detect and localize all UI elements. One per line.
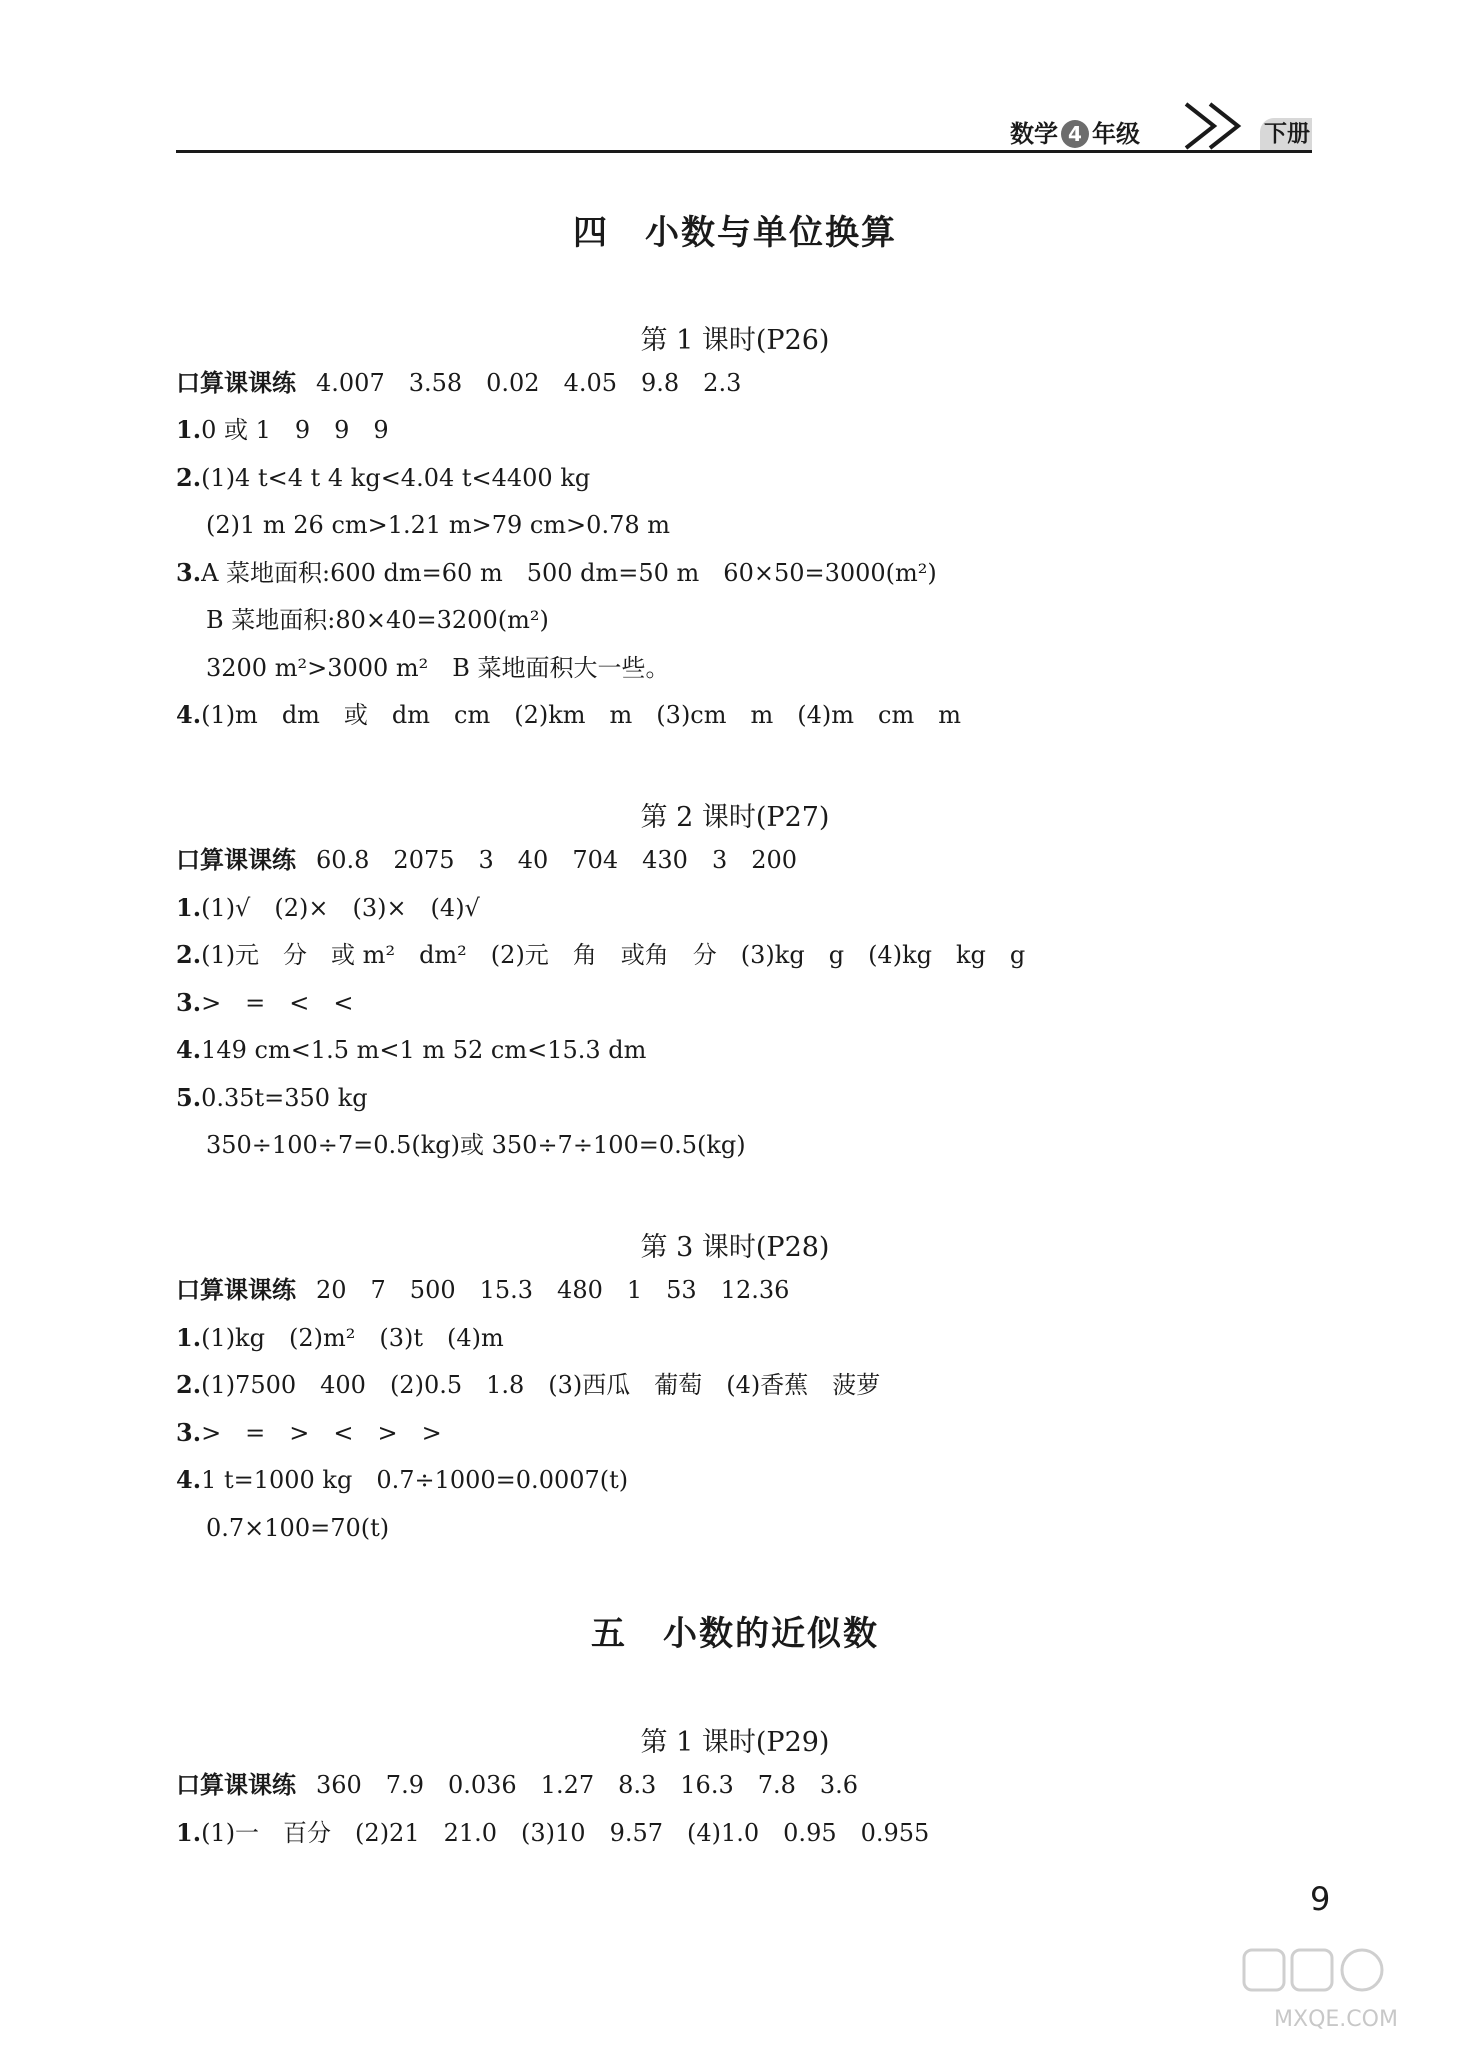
answer-line: 350÷100÷7=0.5(kg)或 350÷7÷100=0.5(kg)	[206, 1131, 746, 1159]
answer-line: 3200 m²>3000 m² B 菜地面积大一些。	[206, 654, 670, 682]
answer-line: B 菜地面积:80×40=3200(m²)	[206, 606, 549, 634]
question-number: 1.	[176, 1323, 202, 1352]
oral-practice-label: 口算课课练	[176, 1771, 296, 1799]
answer-text: 4.007 3.58 0.02 4.05 9.8 2.3	[316, 369, 742, 397]
answer-line	[176, 845, 797, 875]
answer-text: (1)一 百分 (2)21 21.0 (3)10 9.57 (4)1.0 0.95 0.955	[201, 1819, 930, 1847]
answer-line	[176, 1035, 646, 1065]
lesson-title: 第 1 课时(P29)	[640, 1727, 830, 1758]
question-number: 3.	[176, 558, 202, 587]
chapter-title: 四 小数与单位换算	[573, 213, 897, 253]
answer-text: 149 cm<1.5 m<1 m 52 cm<15.3 dm	[201, 1036, 647, 1064]
question-number: 3.	[176, 1418, 202, 1447]
question-number: 2.	[176, 463, 202, 492]
grade-suffix: 年级	[1092, 120, 1140, 148]
watermark-text: MXQE.COM	[1274, 2007, 1398, 2032]
question-number: 4.	[176, 1465, 202, 1494]
answer-text: (1)√ (2)× (3)× (4)√	[201, 894, 480, 922]
answer-line	[176, 558, 937, 588]
double-chevron-icon	[1180, 100, 1256, 150]
answer-line	[176, 368, 741, 398]
answer-line	[176, 1370, 880, 1400]
volume-label: 下册	[1264, 121, 1310, 147]
question-number: 1.	[176, 415, 202, 444]
answer-line	[176, 1818, 929, 1848]
grade-badge: 4	[1061, 120, 1089, 148]
lesson-title: 第 3 课时(P28)	[640, 1232, 830, 1263]
answer-line	[176, 1418, 442, 1448]
answer-line	[176, 988, 354, 1018]
subject-label: 数学	[1010, 120, 1058, 148]
answer-text: 20 7 500 15.3 480 1 53 12.36	[316, 1276, 790, 1304]
answer-text: (1)kg (2)m² (3)t (4)m	[201, 1324, 504, 1352]
answer-line	[176, 893, 480, 923]
answer-line	[176, 940, 1025, 970]
answer-text: A 菜地面积:600 dm=60 m 500 dm=50 m 60×50=3000(m²)	[201, 559, 937, 587]
answer-line	[176, 1275, 789, 1305]
answer-text: (1)4 t<4 t 4 kg<4.04 t<4400 kg	[201, 464, 591, 492]
chapter-title: 五 小数的近似数	[591, 1614, 879, 1654]
site-watermark-logo	[1236, 1940, 1436, 2040]
answer-text: (1)7500 400 (2)0.5 1.8 (3)西瓜 葡萄 (4)香蕉 菠萝	[201, 1371, 881, 1399]
question-number: 4.	[176, 1035, 202, 1064]
answer-text: > = < <	[201, 989, 354, 1017]
answer-text: (1)元 分 或 m² dm² (2)元 角 或角 分 (3)kg g (4)kg kg g	[201, 941, 1026, 969]
answer-line	[176, 700, 961, 730]
oral-practice-label: 口算课课练	[176, 846, 296, 874]
answer-line	[176, 1323, 504, 1353]
answer-text: (1)m dm 或 dm cm (2)km m (3)cm m (4)m cm m	[201, 701, 961, 729]
lesson-title: 第 2 课时(P27)	[640, 802, 830, 833]
answer-text: 1 t=1000 kg 0.7÷1000=0.0007(t)	[201, 1466, 629, 1494]
answer-text: 0.35t=350 kg	[201, 1084, 368, 1112]
oral-practice-label: 口算课课练	[176, 369, 296, 397]
answer-line	[176, 463, 590, 493]
answer-line	[176, 1083, 368, 1113]
page-number: 9	[1310, 1880, 1331, 1918]
question-number: 2.	[176, 940, 202, 969]
answer-text: > = > < > >	[201, 1419, 442, 1447]
oral-practice-label: 口算课课练	[176, 1276, 296, 1304]
question-number: 1.	[176, 1818, 202, 1847]
question-number: 3.	[176, 988, 202, 1017]
book-header	[1010, 118, 1140, 150]
answer-line: 0.7×100=70(t)	[206, 1514, 390, 1542]
question-number: 4.	[176, 700, 202, 729]
answer-text: 360 7.9 0.036 1.27 8.3 16.3 7.8 3.6	[316, 1771, 859, 1799]
answer-line	[176, 1770, 858, 1800]
header-rule	[176, 150, 1312, 153]
question-number: 5.	[176, 1083, 202, 1112]
answer-line: (2)1 m 26 cm>1.21 m>79 cm>0.78 m	[206, 511, 670, 539]
question-number: 2.	[176, 1370, 202, 1399]
answer-text: 60.8 2075 3 40 704 430 3 200	[316, 846, 798, 874]
answer-line	[176, 1465, 628, 1495]
lesson-title: 第 1 课时(P26)	[640, 325, 830, 356]
answer-text: 0 或 1 9 9 9	[201, 416, 389, 444]
answer-line	[176, 415, 389, 445]
question-number: 1.	[176, 893, 202, 922]
